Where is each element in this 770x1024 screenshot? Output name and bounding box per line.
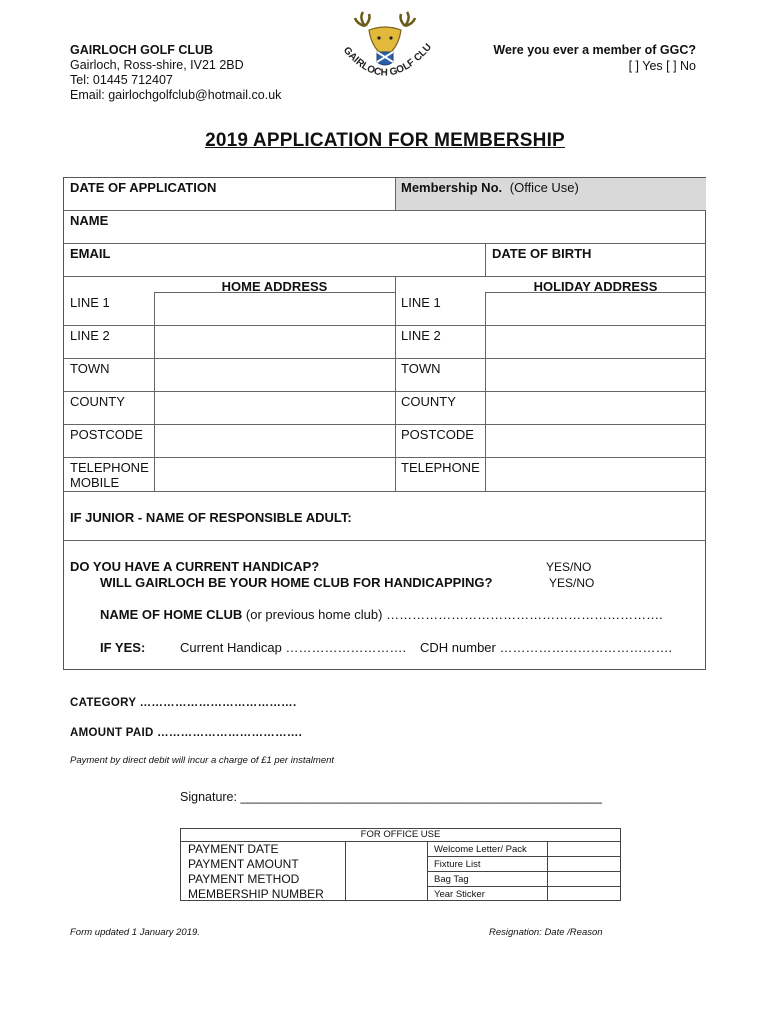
email-input[interactable] [124,244,482,275]
holiday-line1-label: LINE 1 [401,295,441,310]
holiday-postcode-input[interactable] [486,425,705,457]
if-yes-label: IF YES: [100,640,146,655]
home-line1-label: LINE 1 [70,295,110,310]
home-club-name-label: NAME OF HOME CLUB [100,607,243,622]
holiday-line2-input[interactable] [486,326,705,358]
home-club-handicapping-question: WILL GAIRLOCH BE YOUR HOME CLUB FOR HANDICAPPING? [100,575,493,590]
holiday-postcode-label: POSTCODE [401,427,474,442]
home-club-name-dots: (or previous home club) ………………………………………………………. [245,607,663,622]
holiday-address-heading: HOLIDAY ADDRESS [533,279,658,294]
home-address-heading: HOME ADDRESS [221,279,328,294]
club-address: Gairloch, Ross-shire, IV21 2BD [70,58,244,72]
home-county-input[interactable] [155,392,394,424]
club-email: Email: gairlochgolfclub@hotmail.co.uk [70,88,282,102]
junior-responsible-adult-label: IF JUNIOR - NAME OF RESPONSIBLE ADULT: [70,510,352,525]
club-telephone: Tel: 01445 712407 [70,73,173,87]
email-label: EMAIL [70,246,111,261]
club-contact-block [70,43,281,103]
home-telephone-input[interactable] [155,458,394,490]
home-telephone-label: TELEPHONE [70,460,149,475]
cdh-number-field[interactable]: CDH number …………………………………. [420,640,673,655]
membership-no-field [395,178,585,197]
logo-text: GAIRLOCH GOLF CLU [340,41,435,79]
payment-amount-label: PAYMENT AMOUNT [188,857,299,871]
holiday-town-label: TOWN [401,361,441,376]
signature-field[interactable]: Signature: ____________________________________________________ [180,790,602,804]
holiday-county-label: COUNTY [401,394,456,409]
home-postcode-input[interactable] [155,425,394,457]
name-input[interactable] [124,211,704,242]
form-updated-note: Form updated 1 January 2019. [70,927,200,938]
office-use-label: (Office Use) [509,180,579,195]
category-field[interactable]: CATEGORY …………………………………. [70,697,297,709]
home-line2-input[interactable] [155,326,394,358]
club-logo [335,10,445,92]
bag-tag-label: Bag Tag [434,874,469,885]
previous-member-question [493,43,696,74]
amount-paid-field[interactable]: AMOUNT PAID ………………………………. [70,727,303,739]
payment-note: Payment by direct debit will incur a charge of £1 per instalment [70,755,335,766]
payment-date-label: PAYMENT DATE [188,842,279,856]
home-town-label: TOWN [70,361,110,376]
holiday-telephone-input[interactable] [486,458,705,490]
page-title: 2019 APPLICATION FOR MEMBERSHIP [205,130,565,151]
home-postcode-label: POSTCODE [70,427,143,442]
club-name: GAIRLOCH GOLF CLUB [70,43,214,57]
home-town-input[interactable] [155,359,394,391]
payment-method-label: PAYMENT METHOD [188,872,300,886]
home-mobile-label: MOBILE [70,475,120,490]
office-use-table [180,828,621,901]
current-handicap-yesno[interactable]: YES/NO [546,560,592,574]
date-of-birth-label: DATE OF BIRTH [492,246,592,261]
membership-no-label: Membership No. [401,180,503,195]
previous-member-label: Were you ever a member of GGC? [493,43,696,57]
current-handicap-question: DO YOU HAVE A CURRENT HANDICAP? [70,559,320,574]
membership-number-label: MEMBERSHIP NUMBER [188,887,324,901]
name-label: NAME [70,213,109,228]
fixture-list-label: Fixture List [434,859,481,870]
holiday-line2-label: LINE 2 [401,328,441,343]
holiday-town-input[interactable] [486,359,705,391]
home-line2-label: LINE 2 [70,328,110,343]
home-county-label: COUNTY [70,394,125,409]
office-use-heading: FOR OFFICE USE [360,829,441,840]
date-of-application-label: DATE OF APPLICATION [70,180,217,195]
year-sticker-label: Year Sticker [434,889,485,900]
home-club-handicapping-yesno[interactable]: YES/NO [549,576,595,590]
welcome-letter-label: Welcome Letter/ Pack [434,844,527,855]
membership-form [63,177,706,670]
home-club-name-field[interactable] [94,605,669,624]
resignation-note: Resignation: Date /Reason [489,927,603,938]
holiday-county-input[interactable] [486,392,705,424]
holiday-telephone-label: TELEPHONE [401,460,480,475]
previous-member-options[interactable]: [ ] Yes [ ] No [628,59,696,73]
current-handicap-field[interactable]: Current Handicap ………………………. [180,640,407,655]
home-line1-input[interactable] [155,293,394,325]
holiday-line1-input[interactable] [486,293,705,325]
